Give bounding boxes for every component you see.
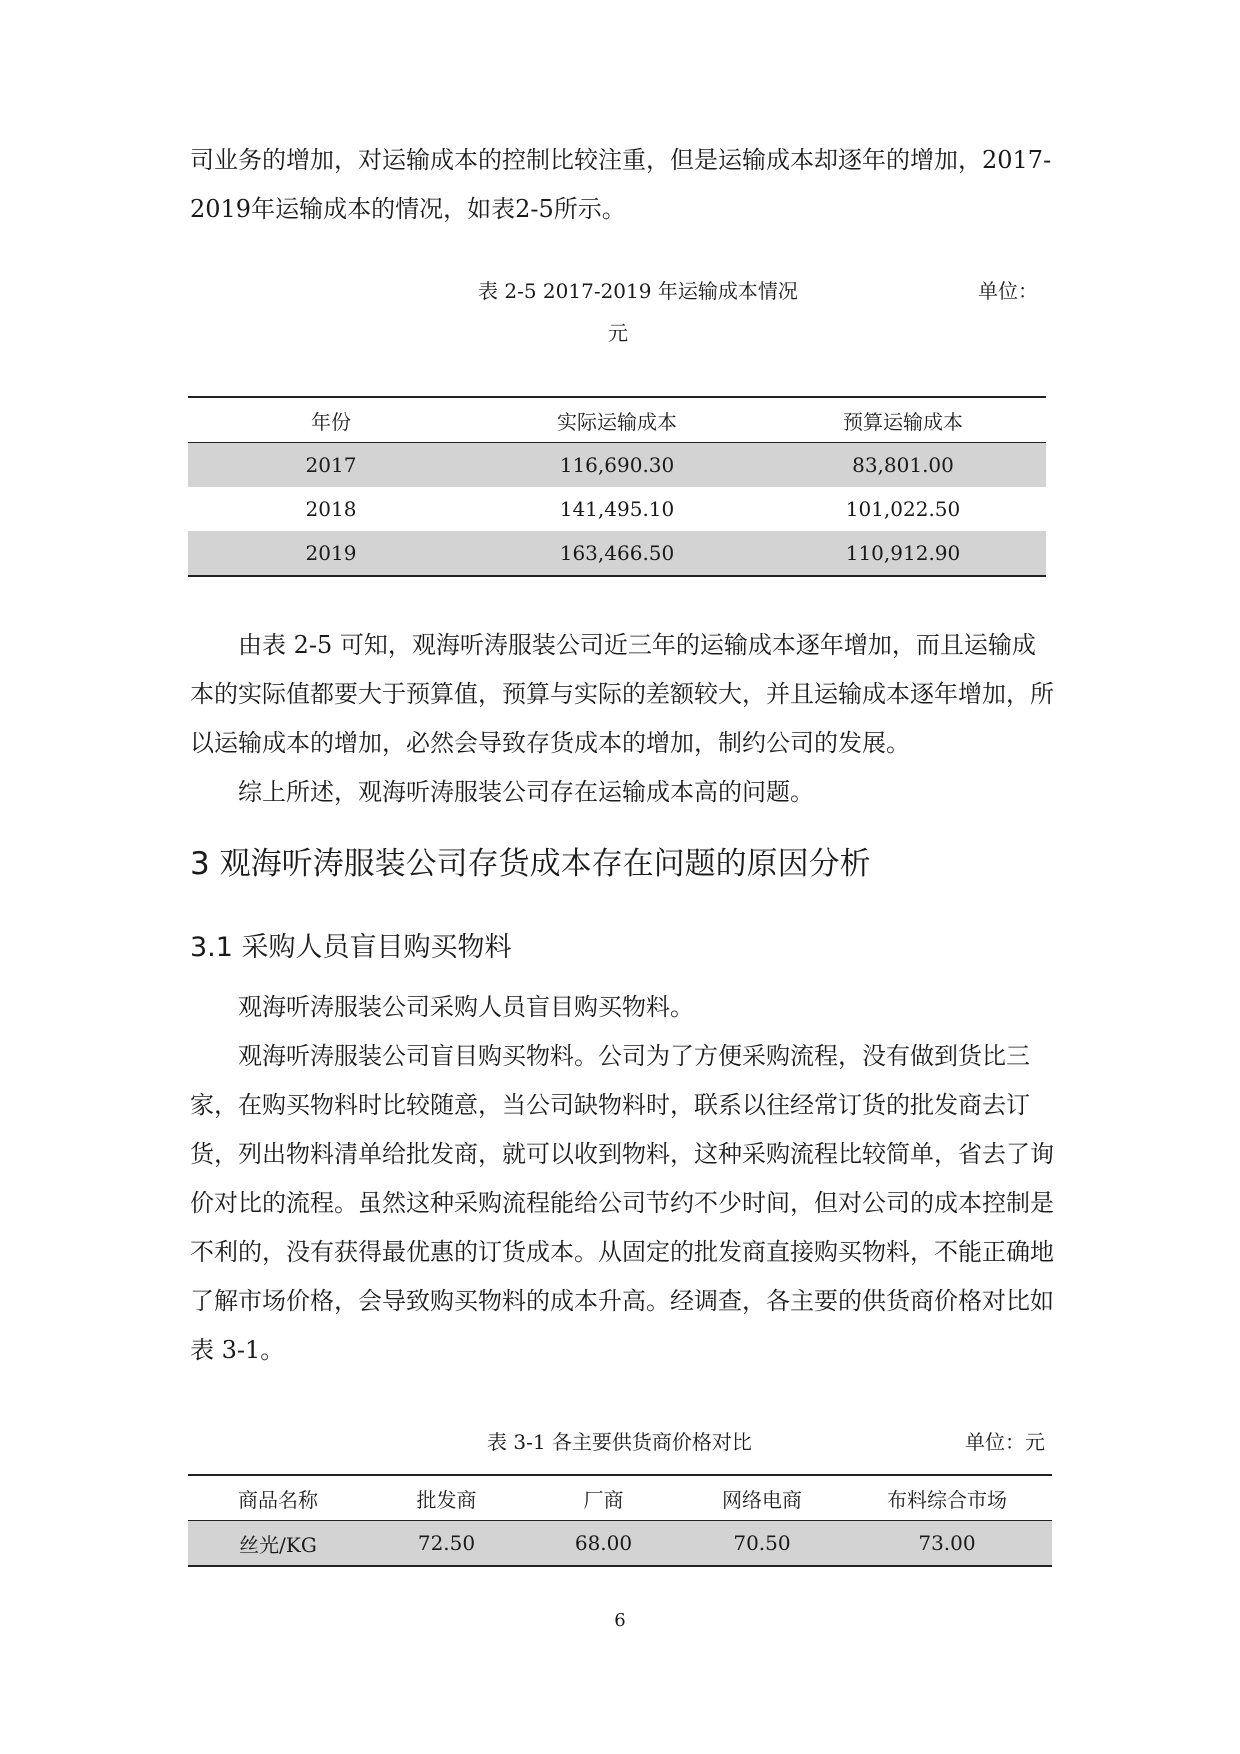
table-2-5: [188, 396, 1046, 577]
column-header-fabric-market: 布料综合市场: [887, 1487, 1007, 1512]
table-2-5-unit-value: 元: [608, 321, 628, 345]
table-row: [188, 1521, 1052, 1567]
cell-fabric-market-price: 73.00: [842, 1521, 1052, 1567]
table-3-1-unit: 单位：元: [965, 1430, 1045, 1454]
table-row: [188, 443, 1046, 488]
cell-product-name: 丝光/KG: [188, 1521, 368, 1567]
column-header-wholesaler: 批发商: [416, 1487, 477, 1512]
table-3-1-caption: 表 3-1 各主要供货商价格对比: [487, 1430, 752, 1454]
summary-paragraph: 综上所述，观海听涛服装公司存在运输成本高的问题。: [238, 778, 814, 806]
cell-year: 2018: [305, 497, 357, 521]
column-header-online-retailer: 网络电商: [722, 1487, 802, 1512]
column-header-product-name: 商品名称: [238, 1487, 318, 1512]
cell-year: 2017: [188, 443, 474, 488]
table-row: [188, 487, 1046, 531]
cell-manufacturer-price: 68.00: [525, 1521, 682, 1567]
cell-actual-cost: 116,690.30: [474, 443, 760, 488]
table-header-row: [188, 397, 1046, 443]
column-header-actual-cost: 实际运输成本: [557, 409, 677, 434]
table-3-1: [188, 1474, 1052, 1567]
subsection-intro-paragraph: 观海听涛服装公司采购人员盲目购买物料。: [238, 993, 694, 1021]
analysis-paragraph: 由表 2-5 可知，观海听涛服装公司近三年的运输成本逐年增加，而且运输成本的实际值都要大于预算值，预算与实际的差额较大，并且运输成本逐年增加，所以运输成本的增加，必然会导致存货成本的增加，制约公司的发展。: [190, 631, 1054, 757]
table-2-5-unit-label: 单位：: [978, 279, 1038, 303]
cell-online-retailer-price: 70.50: [682, 1521, 842, 1567]
section-heading: 3 观海听涛服装公司存货成本存在问题的原因分析: [190, 846, 871, 882]
column-header-manufacturer: 厂商: [583, 1487, 624, 1512]
table-row: [188, 531, 1046, 576]
column-header-year: 年份: [311, 409, 351, 434]
cell-year: 2019: [188, 531, 474, 576]
cell-budget-cost: 110,912.90: [760, 531, 1046, 576]
cell-actual-cost: 163,466.50: [474, 531, 760, 576]
intro-paragraph: 司业务的增加，对运输成本的控制比较注重，但是运输成本却逐年的增加，2017-2019年运输成本的情况，如表2-5所示。: [190, 146, 1052, 223]
cell-budget-cost: 83,801.00: [760, 443, 1046, 488]
page-number: 6: [614, 1610, 626, 1631]
column-header-budget-cost: 预算运输成本: [843, 409, 963, 434]
subsection-body-paragraph: 观海听涛服装公司盲目购买物料。公司为了方便采购流程，没有做到货比三家，在购买物料时比较随意，当公司缺物料时，联系以往经常订货的批发商去订货，列出物料清单给批发商，就可以收到物料，这种采购流程比较简单，省去了询价对比的流程。虽然这种采购流程能给公司节约不少时间，但对公司的成本控制是不利的，没有获得最优惠的订货成本。从固定的批发商直接购买物料，不能正确地了解市场价格，会导致购买物料的成本升高。经调查，各主要的供货商价格对比如表 3-1。: [190, 1042, 1054, 1364]
cell-wholesaler-price: 72.50: [368, 1521, 525, 1567]
subsection-heading: 3.1 采购人员盲目购买物料: [190, 932, 512, 963]
cell-actual-cost: 141,495.10: [559, 497, 675, 521]
cell-budget-cost: 101,022.50: [845, 497, 961, 521]
table-header-row: [188, 1475, 1052, 1521]
table-2-5-caption: 表 2-5 2017-2019 年运输成本情况: [478, 279, 798, 303]
